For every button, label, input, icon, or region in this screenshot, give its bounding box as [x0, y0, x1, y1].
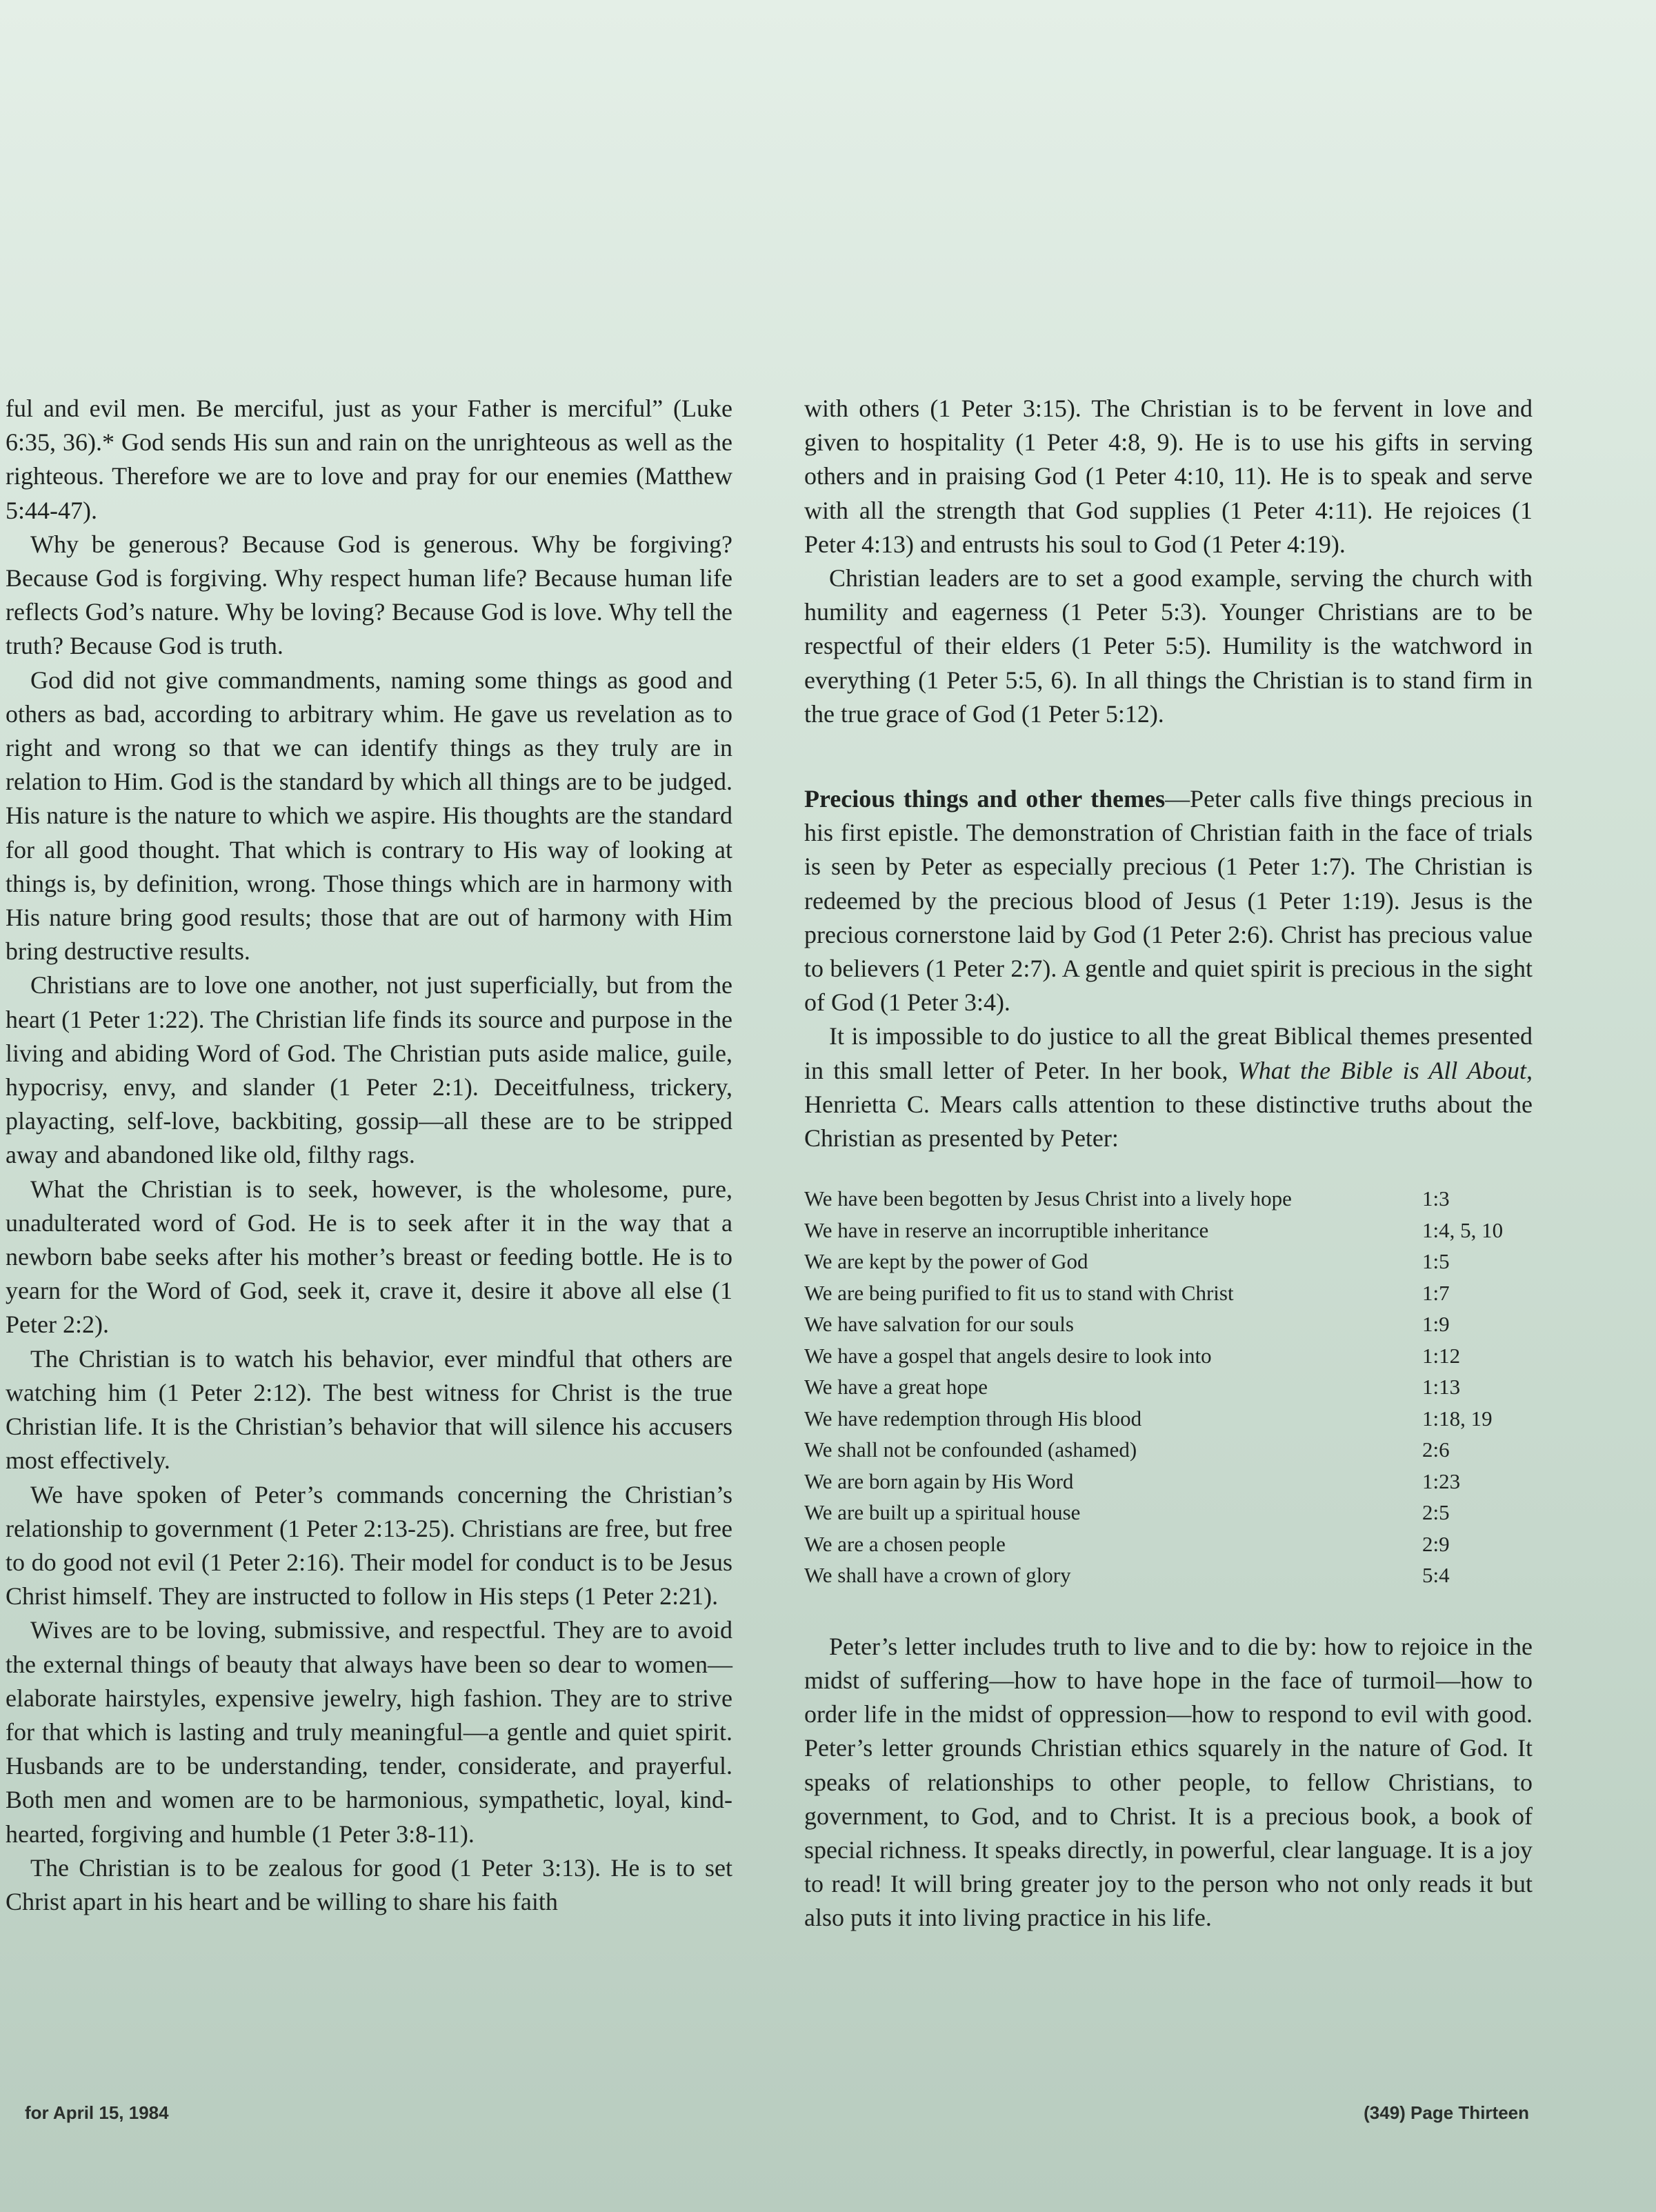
paragraph: Wives are to be loving, submissive, and respectful. They are to avoid the external things of beauty that always have been so dear to women—elaborate hairstyles, expensive jewelry, high fashion. They are to strive for that which is lasting and truly meaningful—a gentle and quiet spirit. Husbands are to be understanding, tender, considerate, and prayerful. Both men and women are to be harmonious, sympathetic, loyal, kind-hearted, forgiving and humble (1 Peter 3:8-11).	[6, 1616, 732, 1848]
section-paragraph	[804, 782, 1533, 1019]
list-item: We are built up a spiritual house 2:5	[804, 1500, 1450, 1525]
list-item: We shall not be confounded (ashamed) 2:6	[804, 1437, 1450, 1462]
right-column	[804, 392, 1533, 1935]
paragraph: Christian leaders are to set a good example, serving the church with humility and eagerness (1 Peter 5:3). Younger Christians are to be respectful of their elders (1 Peter 5:5). Humility is the watchword in everything (1 Peter 5:5, 6). In all things the Christian is to stand firm in the true grace of God (1 Peter 5:12).	[804, 564, 1533, 728]
list-item: We have in reserve an incorruptible inheritance 1:4, 5, 10	[804, 1217, 1504, 1242]
list-item: We shall have a crown of glory 5:4	[804, 1563, 1450, 1588]
paragraph: Why be generous? Because God is generous. Why be forgiving? Because God is forgiving. Why respect human life? Because human life reflects God’s nature. Why be loving? Because God is love. Why tell the truth? Because God is truth.	[6, 530, 732, 660]
left-column	[6, 392, 732, 1919]
section-heading: Precious things and other themes	[804, 785, 1166, 813]
list-item: We are born again by His Word 1:23	[804, 1468, 1461, 1493]
list-item: We have a gospel that angels desire to look into 1:12	[804, 1343, 1461, 1368]
paragraph: The Christian is to watch his behavior, ever mindful that others are watching him (1 Peter 2:12). The best witness for Christ is the true Christian life. It is the Christian’s behavior that will silence his accusers most effectively.	[6, 1344, 732, 1475]
page-number: (349) Page Thirteen	[1364, 2102, 1529, 2123]
paragraph: We have spoken of Peter’s commands concerning the Christian’s relationship to government (1 Peter 2:13-25). Christians are free, but free to do good not evil (1 Peter 2:16). Their model for conduct is to be Jesus Christ himself. They are instructed to follow in His steps (1 Peter 2:21).	[6, 1480, 732, 1611]
paragraph: with others (1 Peter 3:15). The Christian is to be fervent in love and given to hospitality (1 Peter 4:8, 9). He is to use his gifts in serving others and in praising God (1 Peter 4:10, 11). He is to speak and serve with all the strength that God supplies (1 Peter 4:11). He rejoices (1 Peter 4:13) and entrusts his soul to God (1 Peter 4:19).	[804, 395, 1533, 558]
list-item: We are being purified to fit us to stand with Christ 1:7	[804, 1280, 1450, 1305]
truths-list	[804, 1183, 1533, 1591]
list-item: We have been begotten by Jesus Christ into a lively hope 1:3	[804, 1186, 1450, 1211]
closing-paragraph: Peter’s letter includes truth to live and to die by: how to rejoice in the midst of suffering—how to have hope in the face of turmoil—how to order life in the midst of oppression—how to respond to evil with good. Peter’s letter grounds Christian ethics squarely in the nature of God. It speaks of relationships to other people, to fellow Christians, to government, to God, and to Christ. It is a precious book, a book of special richness. It speaks directly, in powerful, clear language. It is a joy to read! It will bring greater joy to the person who not only reads it but also puts it into living practice in his life.	[804, 1632, 1533, 1932]
paragraph: ful and evil men. Be merciful, just as your Father is merciful” (Luke 6:35, 36).* God sends His sun and rain on the unrighteous as well as the righteous. Therefore we are to love and pray for our enemies (Matthew 5:44-47).	[6, 395, 732, 524]
list-item: We have a great hope 1:13	[804, 1375, 1461, 1399]
paragraph: God did not give commandments, naming some things as good and others as bad, according to arbitrary whim. He gave us revelation as to right and wrong so that we can identify things as they truly are in relation to Him. God is the standard by which all things are to be judged. His nature is the nature to which we aspire. His thoughts are the standard for all good thought. That which is contrary to His way of looking at things is, by definition, wrong. Those things which are in harmony with His nature bring good results; those that are out of harmony with Him bring destructive results.	[6, 666, 732, 966]
list-item: We are a chosen people 2:9	[804, 1531, 1450, 1556]
mears-intro-paragraph: It is impossible to do justice to all the great Biblical themes presented in this small letter of Peter. In her book, What the Bible is All About, Henrietta C. Mears calls attention to these distinctive truths about the Christian as presented by Peter:	[804, 1022, 1533, 1153]
paragraph: Christians are to love one another, not just superficially, but from the heart (1 Peter 1:22). The Christian life finds its source and purpose in the living and abiding Word of God. The Christian puts aside malice, guile, hypocrisy, envy, and slander (1 Peter 2:1). Deceitfulness, trickery, playacting, self-love, backbiting, gossip—all these are to be stripped away and abandoned like old, filthy rags.	[6, 971, 732, 1169]
list-item: We have salvation for our souls 1:9	[804, 1312, 1450, 1337]
paragraph: What the Christian is to seek, however, is the wholesome, pure, unadulterated word of God. He is to seek after it in the way that a newborn babe seeks after his mother’s breast or feeding bottle. He is to yearn for the Word of God, seek it, crave it, desire it above all else (1 Peter 2:2).	[6, 1175, 732, 1339]
list-item: We have redemption through His blood 1:18, 19	[804, 1406, 1493, 1431]
book-title: What the Bible is All About,	[1237, 1056, 1533, 1084]
paragraph: The Christian is to be zealous for good (1 Peter 3:13). He is to set Christ apart in his heart and be willing to share his faith	[6, 1853, 732, 1915]
section-text: —Peter calls five things precious in his first epistle. The demonstration of Christian faith in the face of trials is seen by Peter as especially precious (1 Peter 1:7). The Christian is redeemed by the precious blood of Jesus (1 Peter 1:19). Jesus is the precious cornerstone laid by God (1 Peter 2:6). Christ has precious value to believers (1 Peter 2:7). A gentle and quiet spirit is precious in the sight of God (1 Peter 3:4).	[804, 785, 1533, 1017]
footer-date: for April 15, 1984	[25, 2102, 169, 2123]
list-item: We are kept by the power of God 1:5	[804, 1249, 1450, 1274]
